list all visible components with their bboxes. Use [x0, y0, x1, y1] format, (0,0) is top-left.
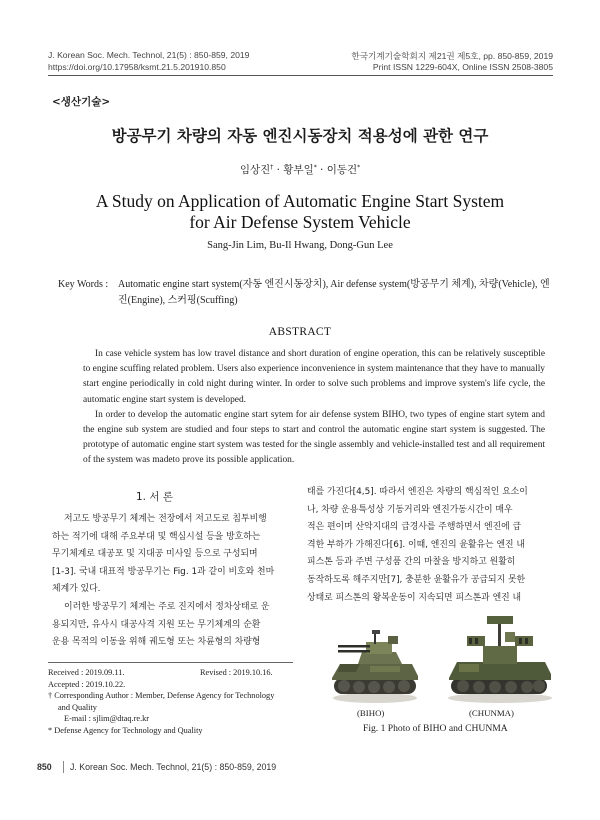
- authors-english: Sang-Jin Lim, Bu-Il Hwang, Dong-Gun Lee: [207, 240, 393, 251]
- author-name: · 이동건: [316, 164, 358, 176]
- section-heading-intro: 1. 서 론: [136, 491, 173, 503]
- corresponding-author: † Corresponding Author : Member, Defense Agency for Technology: [48, 691, 275, 701]
- journal-citation-ko: 한국기계기술학회지 제21권 제5호, pp. 850-859, 2019: [351, 51, 553, 61]
- figure-label-biho: (BIHO): [357, 708, 385, 718]
- intro-line: 하는 적기에 대해 주요부대 및 핵심시설 등을 방호하는: [52, 531, 261, 542]
- intro-line: 적은 편이며 산악지대의 급경사를 주행하면서 엔진에 급: [307, 522, 522, 533]
- title-english-line: for Air Defense System Vehicle: [189, 212, 411, 232]
- accepted-date: Accepted : 2019.10.22.: [48, 679, 126, 689]
- intro-line: 동작하도록 해주지만[7], 충분한 윤활유가 공급되지 못한: [307, 574, 526, 585]
- figure-label-chunma: (CHUNMA): [469, 708, 514, 718]
- keywords-text: Automatic engine start system(자동 엔진시동장치), Air defense system(방공무기 체계), 차량(Vehicle), 엔진(Engine), 스커핑(Scuffing): [118, 279, 550, 306]
- author-mark: *: [357, 164, 361, 171]
- intro-line: 체계가 있다.: [52, 584, 101, 595]
- intro-line: 상태로 피스톤의 왕복운동이 지속되면 피스톤과 엔진 내: [307, 592, 522, 603]
- footnotes: [48, 667, 293, 737]
- intro-line: 무기체계로 대공포 및 지대공 미사일 등으로 구성되며: [52, 549, 258, 560]
- keywords: [58, 277, 553, 306]
- intro-line: 용되지만, 유사시 대공사격 지원 또는 무기체계의 순환: [52, 619, 261, 630]
- doi-link[interactable]: https://doi.org/10.17958/ksmt.21.5.201910.850: [48, 62, 226, 72]
- abstract-paragraph: In order to develop the automatic engine start sytem for air defense system BIHO, two types of engine start sytem and the engine sub system are studied and four steps to start and control the automatic engine start system is suggested. The prototype of automatic engine start system was tested for the single assembly and vehicle-installed test and all requirement of the system was madeto prove its possible application.: [83, 409, 545, 466]
- author-name: 임상진: [239, 164, 271, 176]
- footer-divider: [63, 761, 64, 773]
- biho-photo: [330, 612, 420, 704]
- page-number: 850: [37, 762, 52, 772]
- abstract-title: ABSTRACT: [268, 326, 332, 338]
- figure-caption: Fig. 1 Photo of BIHO and CHUNMA: [363, 723, 508, 734]
- title-english-line: A Study on Application of Automatic Engine Start System: [95, 191, 505, 211]
- date-line: [48, 667, 293, 679]
- intro-line: 피스톤 등과 주변 구성품 간의 마찰을 방지하고 원활히: [307, 557, 516, 568]
- author-name: · 황부일: [273, 164, 314, 176]
- footnote-rule: [48, 662, 293, 663]
- intro-right-column: [307, 484, 551, 607]
- title-english: [0, 191, 600, 233]
- abstract-body: [83, 347, 545, 469]
- email[interactable]: E-mail : sjlim@dtaq.re.kr: [64, 714, 150, 724]
- authors-korean: [0, 162, 600, 177]
- intro-line: 태를 가진다[4,5]. 따라서 엔진은 차량의 핵심적인 요소이: [307, 487, 528, 497]
- section-tag: <생산기술>: [52, 96, 111, 108]
- journal-citation: J. Korean Soc. Mech. Technol, 21(5) : 850-859, 2019: [48, 50, 250, 60]
- corresponding-author-cont: and Quality: [58, 702, 97, 712]
- intro-line: [1-3]. 국내 대표적 방공무기는 Fig. 1과 같이 비호와 천마: [52, 566, 275, 577]
- abstract-paragraph: In case vehicle system has low travel distance and short duration of engine operation, this can be relatively susceptible to engine scuffing related problem. Users also experience inconvenience in system maintenance that they have to manually start engine periodically in cold night during winter. In order to solve such problems and improve system's life cycle, the automatic engine start system is developed.: [83, 349, 545, 405]
- revised-date: Revised : 2019.10.16.: [200, 668, 273, 677]
- title-korean: 방공무기 차량의 자동 엔진시동장치 적용성에 관한 연구: [111, 127, 489, 145]
- received-date: Received : 2019.09.11.: [48, 668, 125, 677]
- intro-line: 나, 차량 운용특성상 기동거리와 엔진가동시간이 매우: [307, 504, 513, 515]
- footer-journal: J. Korean Soc. Mech. Technol, 21(5) : 850-859, 2019: [70, 762, 277, 772]
- intro-line: 격한 부하가 가해진다[6]. 이때, 엔진의 윤활유는 엔진 내: [307, 539, 525, 550]
- issn-line: Print ISSN 1229-604X, Online ISSN 2508-3805: [372, 62, 553, 72]
- intro-line: 이러한 방공무기 체계는 주로 진지에서 정차상태로 운: [64, 601, 270, 612]
- keywords-label: Key Words :: [58, 279, 109, 290]
- author-mark: *: [313, 164, 317, 171]
- author-mark: †: [270, 164, 274, 171]
- intro-line: 운용 목적의 이동을 위해 궤도형 또는 차륜형의 차량형: [52, 637, 261, 648]
- intro-left-column: [52, 511, 292, 652]
- affiliation-note: * Defense Agency for Technology and Quality: [48, 725, 203, 735]
- header-rule: [48, 75, 553, 76]
- intro-line: 저고도 방공무기 체계는 전장에서 저고도로 침투비행: [64, 514, 267, 524]
- chunma-photo: [445, 612, 555, 704]
